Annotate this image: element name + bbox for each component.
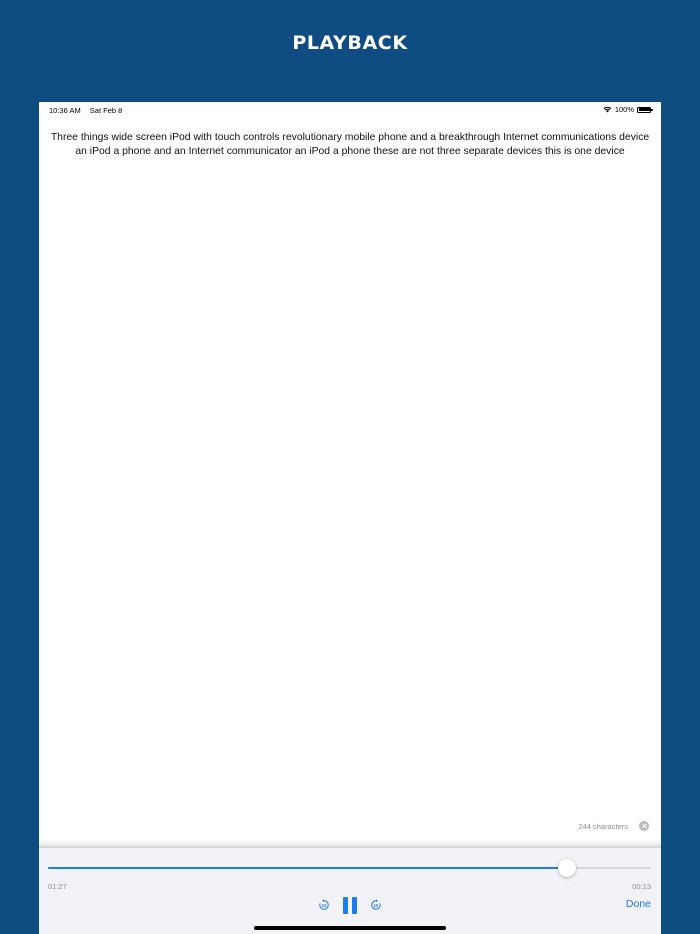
- status-date: Sat Feb 8: [89, 106, 123, 115]
- done-button[interactable]: Done: [625, 898, 651, 910]
- clear-circle-icon[interactable]: [639, 821, 649, 831]
- transcript-text[interactable]: Three things wide screen iPod with touch controls revolutionary mobile phone and a breakthrough Internet communications device an iPod a phone and an Internet communicator an iPod a phone these are not three separate devices this is one device: [50, 132, 650, 157]
- skip-forward-button[interactable]: [370, 899, 382, 911]
- pause-icon-right-bar: [352, 897, 357, 914]
- pause-icon-left-bar: [343, 897, 348, 914]
- character-count: 244 characters: [578, 821, 628, 831]
- playback-controls-panel: [39, 848, 661, 934]
- device-screen: [39, 102, 661, 934]
- status-left: [49, 106, 129, 115]
- remaining-time: 00:13: [632, 882, 651, 891]
- battery-full-icon: [637, 107, 651, 113]
- status-bar: [39, 102, 661, 118]
- status-time: 10:36 AM: [49, 106, 81, 115]
- skip-back-10-icon: [318, 899, 330, 911]
- svg-text:10: 10: [321, 903, 327, 908]
- status-right: [603, 105, 651, 114]
- character-count-row: [578, 821, 649, 831]
- pause-button[interactable]: [343, 897, 357, 914]
- transport-controls: [39, 894, 661, 916]
- wifi-icon: [603, 106, 612, 113]
- scrubber-progress: [48, 867, 567, 869]
- skip-back-button[interactable]: [318, 899, 330, 911]
- home-indicator[interactable]: [254, 926, 446, 930]
- scrubber-thumb[interactable]: [558, 859, 576, 877]
- elapsed-time: 01:27: [48, 882, 67, 891]
- skip-forward-10-icon: [370, 899, 382, 911]
- panel-shadow: [39, 840, 661, 848]
- battery-percent: 100%: [614, 105, 634, 114]
- svg-text:10: 10: [373, 903, 379, 908]
- playback-scrubber[interactable]: [48, 862, 651, 874]
- page-title: PLAYBACK: [292, 32, 408, 54]
